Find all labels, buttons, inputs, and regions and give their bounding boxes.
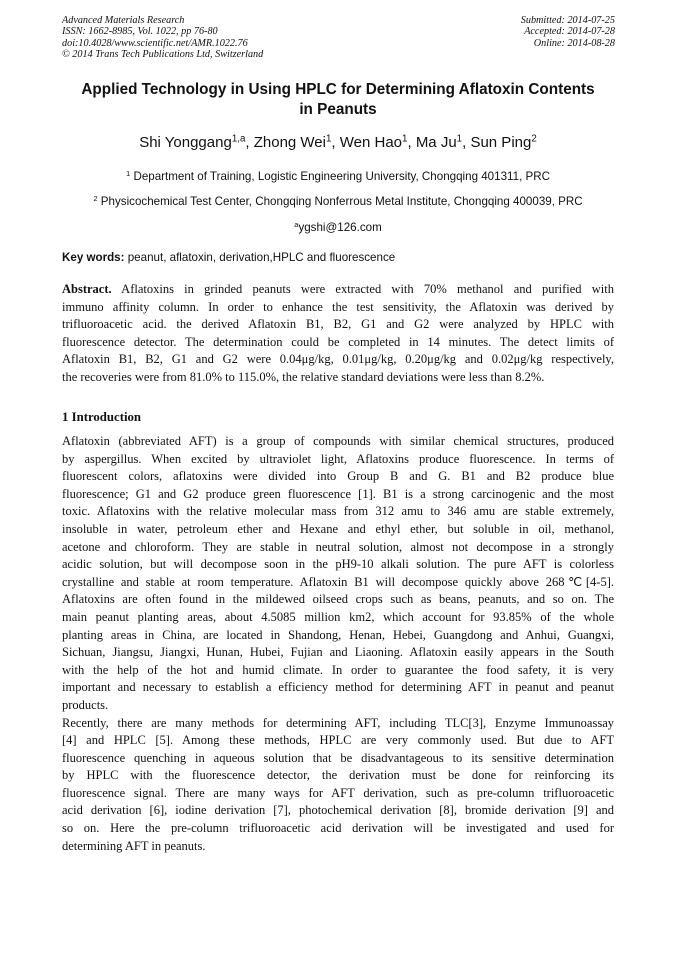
body-text-line: Recently, there are many methods for determining AFT, including TLC[3], Enzyme Immunoassay — [62, 715, 614, 730]
body-text-line: [4] and HPLC [5]. Among these methods, HPLC are very commonly used. But due to AFT — [62, 733, 614, 748]
body-text-line: determining AFT in peanuts. — [62, 838, 206, 853]
body-text-line: crystalline and stable at room temperature. Aflatoxin B1 will decompose quickly above 268℃[4-5]. — [62, 574, 614, 589]
body-text-line: by aspergillus. When excited by ultraviolet light, Aflatoxins produce fluorescence. In terms of — [62, 451, 614, 466]
keywords-text: peanut, aflatoxin, derivation,HPLC and fluorescence — [127, 251, 396, 264]
abstract-line: immuno affinity column. In order to enhance the test sensitivity, the Aflatoxin was derived by — [62, 299, 614, 314]
author: Shi Yonggang$^{1,a}$, — [139, 133, 254, 151]
body-text-line: acidic solution, but will decompose soon in the pH9-10 alkali solution. The pure AFT is colorless — [62, 557, 614, 572]
journal-info — [62, 15, 263, 61]
affiliation-1: $^1$ Department of Training, Logistic Engineering University, Chongqing 401311, PRC — [126, 168, 550, 183]
title-line-1: Applied Technology in Using HPLC for Determining Aflatoxin Contents — [81, 81, 595, 98]
online-date: Online: 2014-08-28 — [533, 37, 615, 49]
body-text-line: fluorescence quenching in aqueous solution that be disadvantageous to its sensitive determination — [62, 750, 614, 765]
keywords-label: Key words: — [62, 251, 125, 264]
author: Ma Ju$^1$, — [415, 133, 471, 151]
body-text-line: by HPLC with the fluorescence detector, the derivation must be done for reinforcing its — [62, 768, 614, 783]
body-text-line: fluorescence; G1 and G2 produce green fluorescence [1]. B1 is a strong carcinogenic and the most — [62, 486, 614, 501]
author-list — [62, 134, 614, 152]
abstract-line: Abstract. Aflatoxins in grinded peanuts were extracted with 70% methanol and purified with — [62, 282, 614, 296]
issn-line: ISSN: 1662-8985, Vol. 1022, pp 76-80 — [62, 26, 218, 38]
affiliation-2: $^2$ Physicochemical Test Center, Chongqing Nonferrous Metal Institute, Chongqing 400039, PRC — [93, 193, 583, 208]
author: Zhong Wei$^1$, — [253, 133, 340, 151]
accepted-date: Accepted: 2014-07-28 — [524, 26, 615, 38]
doi-line: doi:10.4028/www.scientific.net/AMR.1022.76 — [62, 37, 248, 49]
body-text-line: planting areas in China, are located in Shandong, Henan, Hebei, Guangdong and Anhui, Guangxi, — [62, 627, 614, 642]
body-text-line: main peanut planting areas, about 4.5085 million km2, which account for 93.85% of the whole — [62, 609, 614, 624]
abstract-line: trifluoroacetic acid. the derived Aflatoxin B1, B2, G1 and G2 were analyzed by HPLC with — [62, 317, 614, 332]
body-text-line: acid derivation [6], iodine derivation [7], photochemical derivation [8], bromide derivation [9] and — [62, 803, 614, 818]
publication-dates — [521, 15, 615, 49]
author: Sun Ping$^2$ — [470, 133, 537, 151]
body-text-line: Sichuan, Jiangsu, Jiangxi, Hunan, Hubei, Fujian and Liaoning. Aflatoxin easily appears in the South — [62, 645, 614, 660]
body-text-line: products. — [62, 697, 109, 712]
body-text-line: Aflatoxins are often found in the mildewed oilseed crops such as beans, peanuts, and so on. The — [62, 592, 614, 607]
body-text-line: with the help of the hot and humid climate. In order to guarantee the food safety, it is very — [62, 662, 614, 677]
introduction-body — [62, 433, 614, 855]
body-text-line: toxic. Aflatoxins with the relative molecular mass from 312 amu to 346 amu are stable extremely, — [62, 504, 614, 519]
title-line-2: in Peanuts — [299, 100, 377, 118]
body-text-line: acetone and chloroform. They are stable in neutral solution, almost not decompose in a strongly — [62, 539, 614, 554]
author-email: $^a$ygshi@126.com — [294, 219, 382, 234]
abstract-line: the recoveries were from 81.0% to 115.0%, the relative standard deviations were less than 8.2%. — [62, 369, 545, 384]
body-text-line: Aflatoxin (abbreviated AFT) is a group of compounds with similar chemical structures, produced — [62, 434, 614, 448]
section-heading: 1 Introduction — [62, 410, 142, 424]
body-text-line: fluorescence signal. There are many ways for AFT derivation, such as pre-column trifluoroacetic — [62, 785, 614, 800]
body-text-line: insoluble in water, petroleum ether and Hexane and ethyl ether, but soluble in oil, methanol, — [62, 521, 614, 536]
keywords — [62, 251, 614, 265]
copyright-line: © 2014 Trans Tech Publications Ltd, Switzerland — [62, 49, 264, 61]
abstract-line: Aflatoxin B1, B2, G1 and G2 were 0.04μg/kg, 0.01μg/kg, 0.20μg/kg and 0.02μg/kg respectively, — [62, 352, 614, 367]
submitted-date: Submitted: 2014-07-25 — [520, 15, 615, 26]
journal-name: Advanced Materials Research — [62, 15, 185, 26]
body-text-line: important and necessary to establish a efficiency method for determining AFT in peanut and peanut — [62, 680, 614, 695]
author: Wen Hao$^1$, — [339, 133, 416, 151]
abstract — [62, 281, 614, 387]
body-text-line: fluorescent colors, aflatoxins were divided into Group B and G. B1 and B2 produce blue — [62, 469, 614, 484]
abstract-line: fluorescence detector. The determination could be completed in 14 minutes. The detect limits of — [62, 334, 614, 349]
paper-title — [62, 80, 614, 119]
body-text-line: so on. Here the pre-column trifluoroacetic acid derivation will be investigated and used for — [62, 821, 614, 836]
